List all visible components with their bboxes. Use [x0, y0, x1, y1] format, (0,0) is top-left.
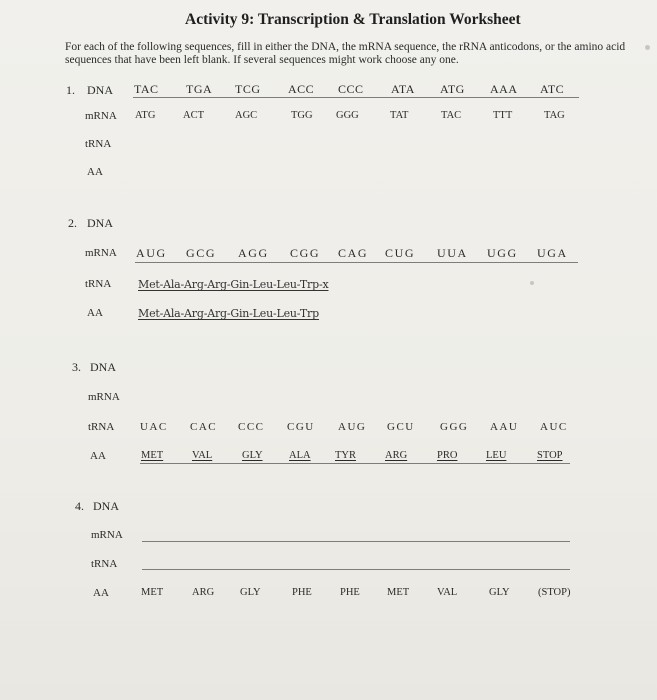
q1-dna-codon: ATC [540, 82, 565, 96]
q2-mrna-codon: AUG [136, 246, 167, 260]
q2-aa-answer: Met-Ala-Arg-Arg-Gin-Leu-Leu-Trp [138, 307, 319, 320]
smudge-mark [530, 281, 534, 285]
q3-aa-value: PRO [437, 450, 458, 461]
q2-trna-label: tRNA [85, 278, 112, 290]
instructions-line-1: For each of the following sequences, fill in either the DNA, the mRNA sequence, the rRNA anticodons, or the amino acid [65, 41, 626, 53]
q2-trna-answer: Met-Ala-Arg-Arg-Gin-Leu-Leu-Trp-x [138, 278, 329, 291]
q1-dna-codon: ATA [391, 82, 415, 96]
q3-trna-codon: AAU [490, 421, 519, 433]
q2-mrna-codon: UUA [437, 246, 468, 260]
q1-number: 1. [66, 83, 75, 97]
q2-mrna-codon: UGA [537, 246, 568, 260]
q3-mrna-label: mRNA [88, 391, 120, 403]
q4-aa-label: AA [93, 587, 109, 599]
q3-aa-value: STOP [537, 450, 563, 461]
q1-dna-codon: CCC [338, 82, 364, 96]
q3-dna-label: DNA [90, 360, 116, 374]
q1-mrna-codon: TTT [493, 110, 513, 121]
q4-dna-label: DNA [93, 499, 119, 513]
q3-trna-label: tRNA [88, 421, 115, 433]
q1-mrna-codon: TAG [544, 110, 565, 121]
q1-dna-label: DNA [87, 83, 113, 97]
q2-mrna-underline [135, 262, 578, 263]
q1-mrna-codon: ACT [183, 110, 204, 121]
q3-trna-codon: AUG [338, 421, 367, 433]
q3-number: 3. [72, 360, 81, 374]
q3-aa-value: VAL [192, 450, 213, 461]
q2-mrna-codon: UGG [487, 246, 518, 260]
q2-mrna-codon: AGG [238, 246, 269, 260]
q2-number: 2. [68, 216, 77, 230]
q2-dna-label: DNA [87, 216, 113, 230]
q1-mrna-codon: GGG [336, 110, 359, 121]
q3-aa-underline [140, 463, 570, 464]
smudge-mark [645, 45, 650, 50]
q3-trna-codon: AUC [540, 421, 568, 433]
q4-aa-value: VAL [437, 587, 458, 598]
q2-aa-label: AA [87, 307, 103, 319]
q3-trna-codon: CCC [238, 421, 265, 433]
q4-trna-answer-line[interactable] [142, 569, 570, 570]
q1-mrna-codon: TAT [390, 110, 409, 121]
q2-mrna-codon: CAG [338, 246, 369, 260]
q4-trna-label: tRNA [91, 558, 118, 570]
q3-trna-codon: GCU [387, 421, 415, 433]
q3-aa-value: LEU [486, 450, 507, 461]
q4-aa-value: MET [141, 587, 164, 598]
q1-dna-codon: TGA [186, 82, 213, 96]
q3-aa-value: ARG [385, 450, 408, 461]
q4-aa-value: (STOP) [538, 587, 571, 598]
q1-dna-codon: ATG [440, 82, 465, 96]
q2-mrna-codon: CUG [385, 246, 416, 260]
q4-mrna-answer-line[interactable] [142, 541, 570, 542]
q1-dna-codon: TAC [134, 82, 159, 96]
q1-mrna-codon: AGC [235, 110, 258, 121]
q2-mrna-codon: CGG [290, 246, 321, 260]
instructions-line-2: sequences that have been left blank. If several sequences might work choose any one. [65, 54, 459, 66]
worksheet-title: Activity 9: Transcription & Translation Worksheet [185, 11, 521, 28]
q3-trna-codon: CAC [190, 421, 218, 433]
q4-aa-value: PHE [292, 587, 312, 598]
q3-trna-codon: CGU [287, 421, 315, 433]
q3-aa-value: TYR [335, 450, 356, 461]
q3-aa-label: AA [90, 450, 106, 462]
q3-trna-codon: GGG [440, 421, 469, 433]
q2-mrna-codon: GCG [186, 246, 217, 260]
q1-mrna-codon: ATG [135, 110, 156, 121]
q4-aa-value: PHE [340, 587, 360, 598]
q1-dna-codon: ACC [288, 82, 315, 96]
q1-mrna-codon: TGG [291, 110, 313, 121]
q4-number: 4. [75, 499, 84, 513]
q1-dna-codon: TCG [235, 82, 261, 96]
q1-mrna-label: mRNA [85, 110, 117, 122]
q4-aa-value: GLY [489, 587, 510, 598]
q4-aa-value: GLY [240, 587, 261, 598]
q2-mrna-label: mRNA [85, 247, 117, 259]
q1-dna-codon: AAA [490, 82, 518, 96]
q1-mrna-codon: TAC [441, 110, 462, 121]
q1-dna-underline [133, 97, 579, 98]
q3-aa-value: MET [141, 450, 164, 461]
q3-aa-value: ALA [289, 450, 311, 461]
q3-aa-value: GLY [242, 450, 263, 461]
q1-aa-label: AA [87, 166, 103, 178]
q4-aa-value: ARG [192, 587, 215, 598]
q3-trna-codon: UAC [140, 421, 168, 433]
q4-mrna-label: mRNA [91, 529, 123, 541]
q1-trna-label: tRNA [85, 138, 112, 150]
q4-aa-value: MET [387, 587, 410, 598]
